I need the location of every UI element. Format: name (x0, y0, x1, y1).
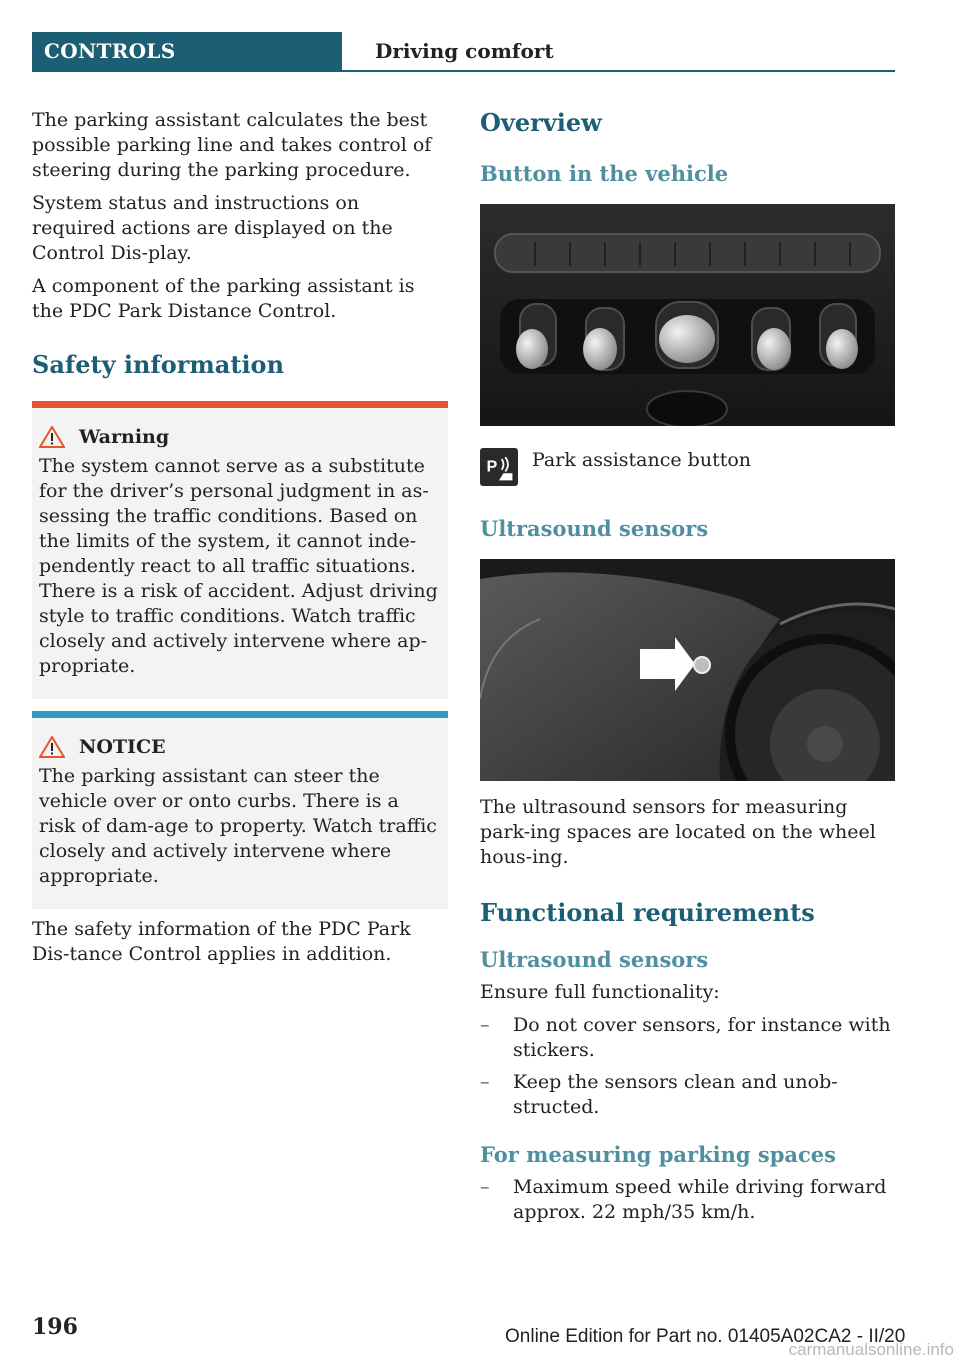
left-column (32, 108, 448, 975)
section-tab: CONTROLS (32, 32, 342, 70)
notice-callout (32, 711, 448, 909)
intro-paragraph: System status and instructions on required actions are displayed on the Control Dis-play. (32, 192, 393, 264)
overview-heading: Overview (480, 108, 602, 137)
park-assist-icon (480, 448, 518, 486)
closing-paragraph: The safety information of the PDC Park Dis-tance Control applies in addition. (32, 918, 411, 965)
safety-heading: Safety information (32, 350, 285, 379)
page-number: 196 (32, 1314, 78, 1340)
sensors-description: The ultrasound sensors for measuring park-ing spaces are located on the wheel hous-ing. (480, 796, 876, 868)
dashboard-buttons-illustration (480, 204, 895, 426)
page-header (32, 32, 895, 72)
warning-title-text: Warning (79, 426, 170, 448)
ultrasound-sensors-heading: Ultrasound sensors (480, 516, 709, 541)
wheel-housing-image (480, 559, 895, 781)
intro-paragraph: A component of the parking assistant is the PDC Park Distance Control. (32, 275, 415, 322)
func-sensors-list (480, 1013, 895, 1120)
watermark: carmanualsonline.info (788, 1340, 954, 1359)
func-ultrasound-sensors-heading: Ultrasound sensors (480, 947, 709, 972)
functional-requirements-heading: Functional requirements (480, 898, 815, 927)
warning-text: The system cannot serve as a substitute for the driver’s personal judgment in as-sessing the traffic conditions. Based on the limits of the system, it cannot inde-pendently react to all traffic situations. There is a risk of accident. Adjust driving style to traffic conditions. Watch traffic closely and actively intervene where ap-propriate. (39, 455, 438, 677)
edition-footer: Online Edition for Part no. 01405A02CA2 - II/20 (505, 1326, 906, 1347)
list-item: – Keep the sensors clean and unob-structed. (480, 1070, 895, 1120)
warning-title (39, 426, 440, 448)
func-sensors-intro: Ensure full functionality: (480, 981, 720, 1003)
svg-text:P: P (486, 457, 498, 476)
warning-triangle-icon (39, 736, 65, 758)
notice-title-text: NOTICE (79, 736, 166, 758)
measuring-spaces-heading: For measuring parking spaces (480, 1142, 836, 1167)
dashboard-buttons-image (480, 204, 895, 426)
intro-paragraph: The parking assistant calculates the best possible parking line and takes control of steering during the parking procedure. (32, 109, 432, 181)
notice-text: The parking assistant can steer the vehicle over or onto curbs. There is a risk of dam-age to property. Watch traffic closely and actively intervene where appropriate. (39, 765, 437, 887)
right-column (480, 108, 895, 1232)
chapter-title: Driving comfort (375, 39, 554, 63)
measuring-spaces-list (480, 1175, 895, 1225)
park-assist-button-label: Park assistance button (532, 449, 752, 471)
button-heading: Button in the vehicle (480, 161, 729, 186)
wheel-housing-illustration (480, 559, 895, 781)
notice-title (39, 736, 440, 758)
warning-triangle-icon (39, 426, 65, 448)
button-legend (480, 448, 895, 486)
warning-callout (32, 401, 448, 699)
list-item: – Do not cover sensors, for instance with stickers. (480, 1013, 895, 1063)
list-item: – Maximum speed while driving forward approx. 22 mph/35 km/h. (480, 1175, 895, 1225)
